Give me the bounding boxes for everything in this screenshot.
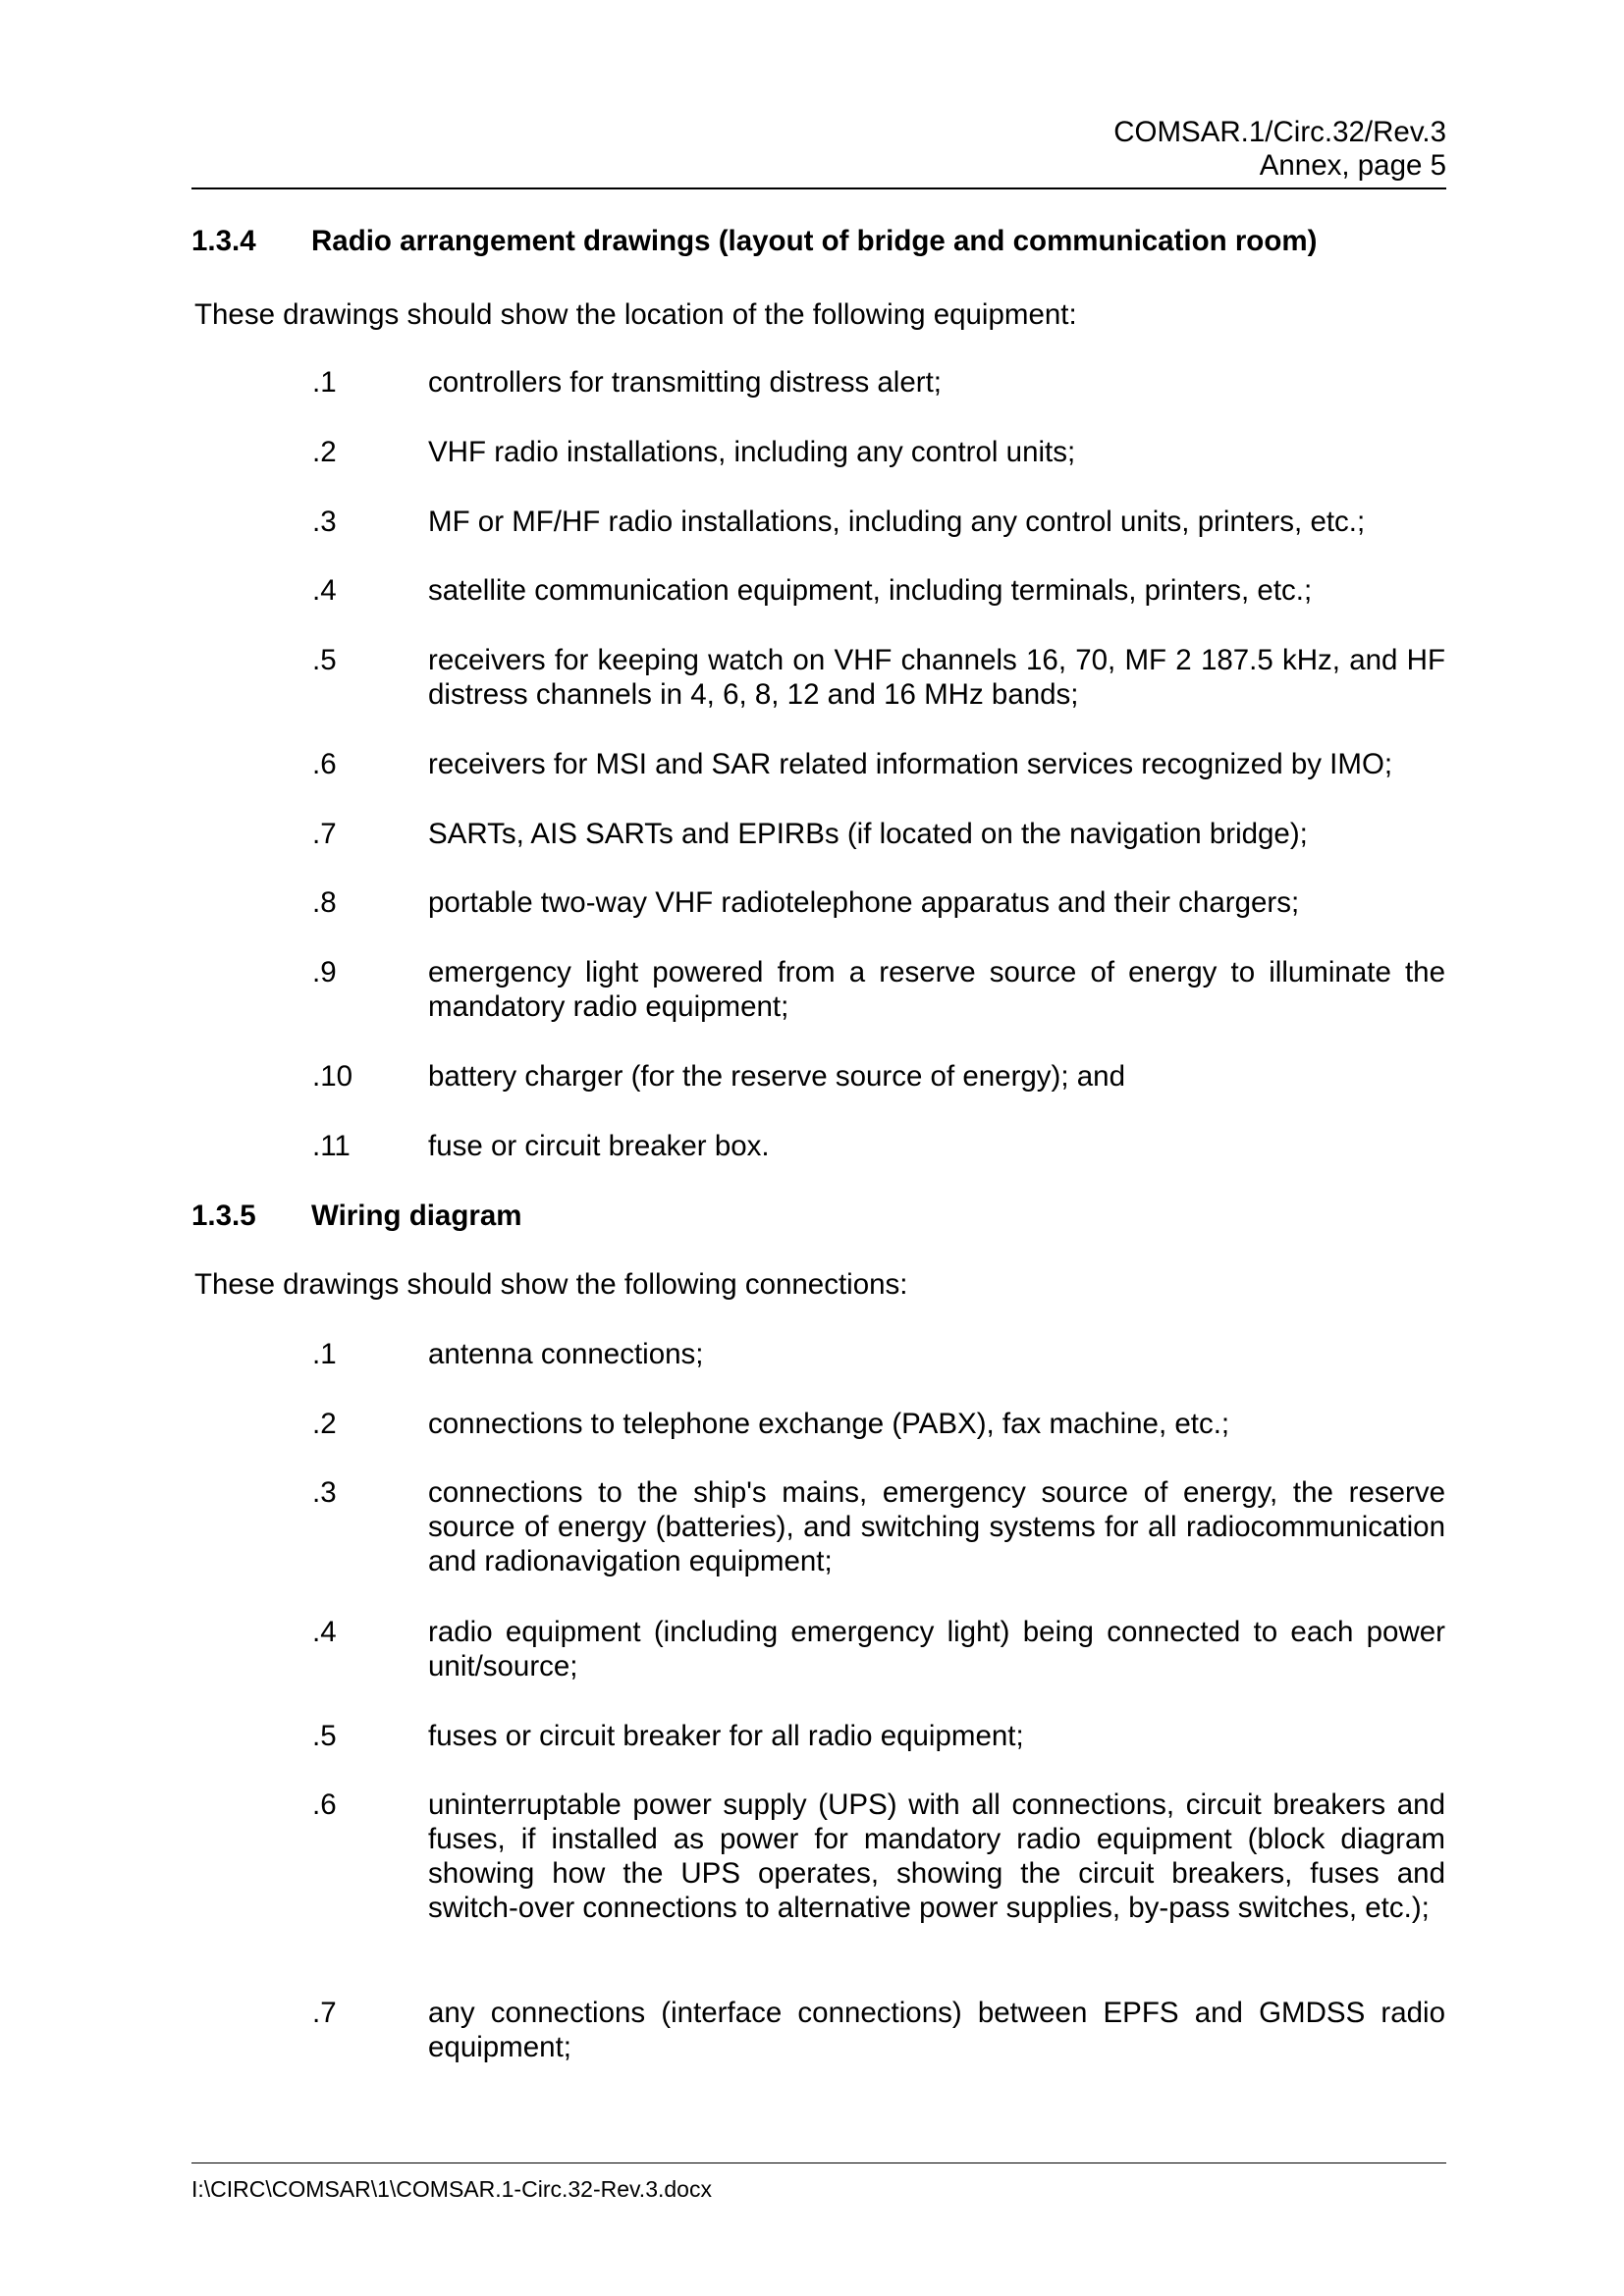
page-header xyxy=(191,116,1446,183)
list-item-number: .1 xyxy=(312,1338,337,1370)
list-item-text: radio equipment (including emergency light) being connected to each power unit/source; xyxy=(428,1616,1445,1682)
list-item-text: battery charger (for the reserve source of energy); and xyxy=(428,1060,1125,1093)
list-item-text: any connections (interface connections) between EPFS and GMDSS radio equipment; xyxy=(428,1997,1445,2063)
list-item-text: connections to telephone exchange (PABX), fax machine, etc.; xyxy=(428,1408,1230,1440)
list-item-number: .3 xyxy=(312,506,337,538)
list-item-number: .5 xyxy=(312,644,337,676)
list-item-number: .7 xyxy=(312,1997,337,2029)
list-item-number: .3 xyxy=(312,1476,337,1509)
list-item-text: VHF radio installations, including any control units; xyxy=(428,436,1076,468)
footer-file-path: I:\CIRC\COMSAR\1\COMSAR.1-Circ.32-Rev.3.docx xyxy=(191,2176,712,2202)
list-item-number: .11 xyxy=(312,1130,351,1162)
list-item-number: .4 xyxy=(312,574,337,607)
list-item-number: .6 xyxy=(312,1789,337,1821)
document-reference: COMSAR.1/Circ.32/Rev.3 xyxy=(1113,116,1446,148)
list-item-number: .2 xyxy=(312,436,337,468)
list-item-text: controllers for transmitting distress alert; xyxy=(428,366,942,399)
list-item-number: .4 xyxy=(312,1616,337,1648)
list-item-text: emergency light powered from a reserve source of energy to illuminate the mandatory radio equipment; xyxy=(428,956,1445,1023)
header-rule xyxy=(191,187,1446,189)
list-item-text: SARTs, AIS SARTs and EPIRBs (if located on the navigation bridge); xyxy=(428,818,1308,850)
list-item-text: portable two-way VHF radiotelephone apparatus and their chargers; xyxy=(428,886,1300,919)
list-item-text: satellite communication equipment, including terminals, printers, etc.; xyxy=(428,574,1313,607)
list-item-text: receivers for keeping watch on VHF channels 16, 70, MF 2 187.5 kHz, and HF distress channels in 4, 6, 8, 12 and 16 MHz bands; xyxy=(428,644,1445,711)
section-intro: These drawings should show the following connections: xyxy=(194,1268,908,1301)
section-intro: These drawings should show the location of the following equipment: xyxy=(194,298,1077,331)
list-item-number: .10 xyxy=(312,1060,353,1093)
section-number: 1.3.5 xyxy=(191,1200,256,1232)
list-item-number: .6 xyxy=(312,748,337,780)
list-item-text: uninterruptable power supply (UPS) with all connections, circuit breakers and fuses, if installed as power for mandatory radio equipment (block diagram showing how the UPS operates, showing the circuit breakers, fuses and switch-over connections to alternative power supplies, by-pass switches, etc.); xyxy=(428,1789,1445,1924)
section-number: 1.3.4 xyxy=(191,225,256,257)
list-item-number: .1 xyxy=(312,366,337,399)
section-title: Wiring diagram xyxy=(311,1200,522,1232)
list-item-number: .7 xyxy=(312,818,337,850)
section-title: Radio arrangement drawings (layout of bridge and communication room) xyxy=(311,225,1318,257)
list-item-text: receivers for MSI and SAR related information services recognized by IMO; xyxy=(428,748,1393,780)
list-item-text: antenna connections; xyxy=(428,1338,704,1370)
list-item-number: .2 xyxy=(312,1408,337,1440)
list-item-text: fuses or circuit breaker for all radio equipment; xyxy=(428,1720,1024,1752)
page-reference: Annex, page 5 xyxy=(1259,149,1446,182)
list-item-text: fuse or circuit breaker box. xyxy=(428,1130,770,1162)
list-item-number: .8 xyxy=(312,886,337,919)
list-item-number: .5 xyxy=(312,1720,337,1752)
list-item-text: MF or MF/HF radio installations, including any control units, printers, etc.; xyxy=(428,506,1366,538)
list-item-text: connections to the ship's mains, emergency source of energy, the reserve source of energy (batteries), and switching systems for all radiocommunication and radionavigation equipment; xyxy=(428,1476,1445,1577)
list-item-number: .9 xyxy=(312,956,337,988)
